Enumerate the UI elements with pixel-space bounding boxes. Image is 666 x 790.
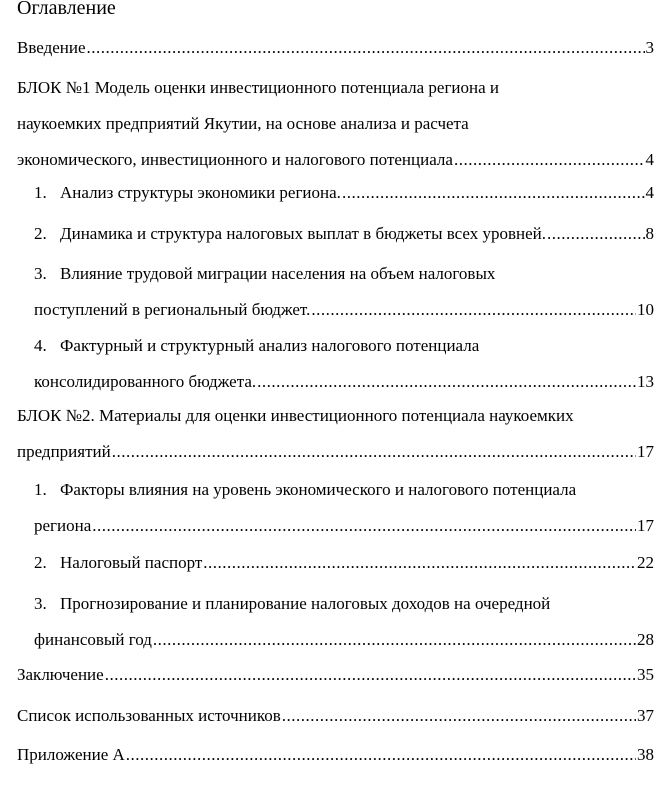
leader-dots [153, 630, 636, 650]
leader-dots [342, 183, 645, 203]
toc-item-number: 3. [34, 264, 47, 283]
toc-entry-appendix-a[interactable] [17, 745, 654, 765]
leader-dots [311, 300, 636, 320]
toc-entry-text: Влияние трудовой миграции населения на объем налоговых [60, 264, 496, 283]
leader-dots [282, 706, 636, 726]
leader-dots [257, 372, 636, 392]
toc-entry-line [17, 553, 202, 573]
toc-item-number: 1. [34, 183, 47, 202]
toc-page-number: 3 [645, 38, 654, 57]
toc-entry-text: Список использованных источников [17, 706, 281, 725]
leader-dots [112, 442, 636, 462]
toc-entry-line [17, 183, 341, 203]
toc-entry-block-2-item-2[interactable] [17, 553, 654, 573]
toc-entry-text: Динамика и структура налоговых выплат в бюджеты всех уровней. [60, 224, 547, 243]
toc-entry-text: Анализ структуры экономики региона. [60, 183, 341, 202]
toc-item-number: 2. [34, 224, 47, 243]
toc-page-number: 13 [637, 372, 654, 391]
toc-page-number: 35 [637, 665, 654, 684]
toc-entry-conclusion[interactable] [17, 665, 654, 685]
toc-entry-block-2[interactable] [17, 406, 654, 462]
leader-dots [105, 665, 636, 685]
toc-entry-block-1-item-3[interactable] [17, 264, 654, 320]
toc-title: Оглавление [17, 0, 116, 19]
toc-entry-text: экономического, инвестиционного и налогового потенциала [17, 150, 453, 169]
toc-entry-introduction[interactable] [17, 38, 654, 58]
toc-page-number: 8 [645, 224, 654, 243]
toc-entry-text: финансовый год [34, 630, 152, 649]
toc-entry-text: Приложение А [17, 745, 125, 764]
toc-page-number: 17 [637, 442, 654, 461]
toc-entry-text: БЛОК №2. Материалы для оценки инвестиционного потенциала наукоемких [17, 406, 574, 425]
toc-page-number: 4 [645, 150, 654, 169]
toc-entry-text: Введение [17, 38, 86, 57]
toc-entry-text: Налоговый паспорт [60, 553, 203, 572]
toc-entry-block-1-item-1[interactable] [17, 183, 654, 203]
toc-page-number: 22 [637, 553, 654, 572]
toc-page-number: 17 [637, 516, 654, 535]
toc-entry-text: региона [34, 516, 92, 535]
toc-entry-text: Фактурный и структурный анализ налогового потенциала [60, 336, 480, 355]
toc-page-number: 4 [645, 183, 654, 202]
toc-entry-text: консолидированного бюджета. [34, 372, 257, 391]
toc-entry-line [17, 224, 546, 244]
toc-entry-block-1-item-4[interactable] [17, 336, 654, 392]
toc-entry-text: наукоемких предприятий Якутии, на основе анализа и расчета [17, 114, 469, 133]
leader-dots [454, 150, 645, 170]
toc-page-number: 28 [637, 630, 654, 649]
toc-entry-block-1[interactable] [17, 78, 654, 170]
toc-item-number: 3. [34, 594, 47, 613]
toc-entry-block-2-item-1[interactable] [17, 480, 654, 536]
toc-entry-references[interactable] [17, 706, 654, 726]
leader-dots [87, 38, 645, 58]
toc-entry-text: Заключение [17, 665, 104, 684]
toc-page-number: 10 [637, 300, 654, 319]
toc-page-number: 37 [637, 706, 654, 725]
leader-dots [547, 224, 644, 244]
toc-entry-block-2-item-3[interactable] [17, 594, 654, 650]
toc-item-number: 2. [34, 553, 47, 572]
toc-page-number: 38 [637, 745, 654, 764]
leader-dots [126, 745, 636, 765]
leader-dots [92, 516, 636, 536]
toc-entry-text: БЛОК №1 Модель оценки инвестиционного потенциала региона и [17, 78, 500, 97]
toc-entry-text: Прогнозирование и планирование налоговых доходов на очередной [60, 594, 551, 613]
toc-entry-text: предприятий [17, 442, 111, 461]
leader-dots [203, 553, 636, 573]
toc-entry-block-1-item-2[interactable] [17, 224, 654, 244]
toc-item-number: 4. [34, 336, 47, 355]
toc-item-number: 1. [34, 480, 47, 499]
toc-entry-text: поступлений в региональный бюджет. [34, 300, 311, 319]
toc-entry-text: Факторы влияния на уровень экономического и налогового потенциала [60, 480, 577, 499]
